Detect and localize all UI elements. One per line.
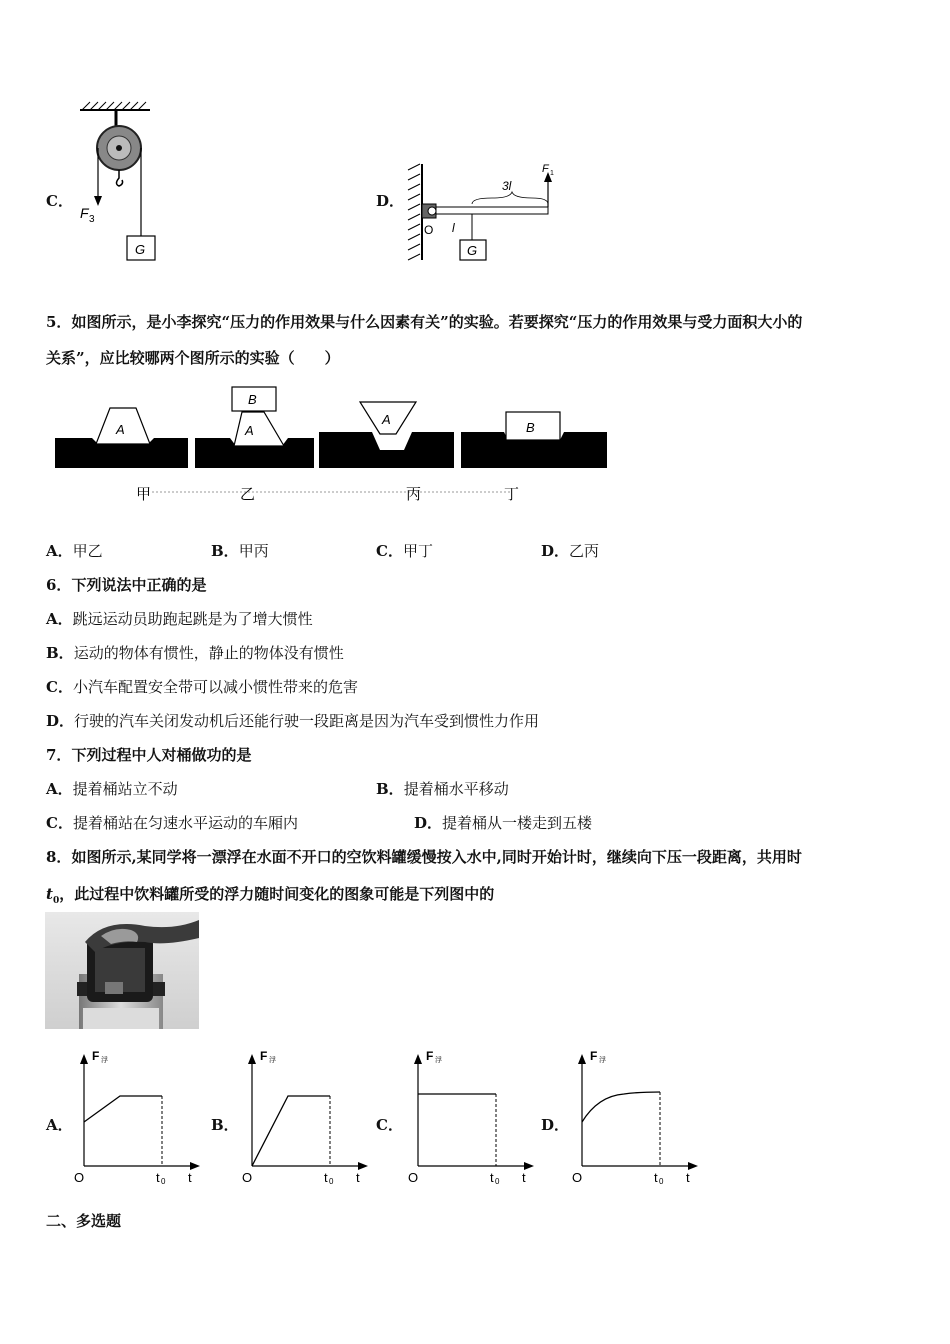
- graph-c-y-label: F: [426, 1049, 434, 1063]
- graph-d: [568, 1046, 702, 1192]
- graph-c-key[interactable]: C．: [376, 1116, 403, 1134]
- q4-option-d-label: D．: [376, 192, 405, 210]
- graph-b-origin: O: [242, 1170, 253, 1185]
- graph-a-x-label: t: [188, 1170, 192, 1185]
- pressure-experiment-figure: [52, 382, 622, 512]
- graph-c-x-label: t: [522, 1170, 526, 1185]
- graph-d-t0-sub: 0: [659, 1177, 664, 1186]
- q8-line2: $t_0$，此过程中饮料罐所受的浮力随时间变化的图象可能是下列图中的: [46, 885, 495, 906]
- pulley-diagram: [70, 98, 170, 268]
- q7-option-b[interactable]: B．提着桶水平移动: [376, 780, 509, 798]
- graph-b-t0-sub: 0: [329, 1177, 334, 1186]
- graph-a-y-sub: 浮: [101, 1057, 108, 1064]
- d-weight-label: G: [467, 243, 478, 258]
- q7-option-a[interactable]: A．提着桶站立不动: [46, 780, 178, 798]
- graph-a: [70, 1046, 204, 1192]
- yi-block-a: A: [245, 423, 254, 438]
- graph-c-y-sub: 浮: [435, 1057, 442, 1064]
- graph-b: [238, 1046, 372, 1192]
- graph-d-x-label: t: [686, 1170, 690, 1185]
- graph-a-y-label: F: [92, 1049, 100, 1063]
- graph-d-origin: O: [572, 1170, 583, 1185]
- graph-b-x-label: t: [356, 1170, 360, 1185]
- bing-block-a: A: [382, 412, 391, 427]
- q5-stem-line2: 关系”，应比较哪两个图所示的实验（ ）: [46, 349, 340, 367]
- d-short-arm-label: l: [452, 221, 455, 235]
- q7-option-d[interactable]: D．提着桶从一楼走到五楼: [414, 814, 593, 832]
- graph-b-y-sub: 浮: [269, 1057, 276, 1064]
- graph-b-t0: t: [324, 1170, 328, 1185]
- d-pivot-label: O: [424, 223, 434, 237]
- can-in-water-photo: [45, 912, 199, 1029]
- graph-a-t0: t: [156, 1170, 160, 1185]
- d-force-sub: 1: [550, 170, 554, 177]
- c-force-label: F: [80, 205, 89, 221]
- label-jia: 甲: [136, 486, 152, 503]
- q7-option-c[interactable]: C．提着桶站在匀速水平运动的车厢内: [46, 814, 298, 832]
- graph-c-t0: t: [490, 1170, 494, 1185]
- graph-a-t0-sub: 0: [161, 1177, 166, 1186]
- q8-line1: 8．如图所示,某同学将一漂浮在水面不开口的空饮料罐缓慢按入水中,同时开始计时，继续向下压一段距离，共用时: [46, 848, 802, 866]
- graph-c-origin: O: [408, 1170, 419, 1185]
- lever-diagram: [400, 158, 570, 266]
- yi-block-b: B: [248, 392, 257, 407]
- q5-stem-line1: 如图所示，是小李探究“压力的作用效果与什么因素有关”的实验。若要探究“压力的作用效果与受力面积大小的: [71, 313, 803, 331]
- graph-d-key[interactable]: D．: [541, 1116, 570, 1134]
- graph-c: [404, 1046, 538, 1192]
- q6-stem: 6．下列说法中正确的是: [46, 576, 207, 594]
- q5-option-a[interactable]: A．甲乙: [46, 542, 103, 560]
- d-force-label: F: [542, 163, 549, 175]
- jia-block-a: A: [116, 422, 125, 437]
- q6-option-b[interactable]: B．运动的物体有惯性，静止的物体没有惯性: [46, 644, 344, 662]
- graph-b-y-label: F: [260, 1049, 268, 1063]
- graph-d-t0: t: [654, 1170, 658, 1185]
- graph-d-y-label: F: [590, 1049, 598, 1063]
- label-ding: 丁: [504, 486, 520, 503]
- q4-option-c-label: C．: [46, 192, 73, 210]
- graph-b-key[interactable]: B．: [211, 1116, 239, 1134]
- graph-d-y-sub: 浮: [599, 1057, 606, 1064]
- q5-number: 5．: [46, 313, 72, 331]
- graph-a-origin: O: [74, 1170, 85, 1185]
- section-2-title: 二、多选题: [46, 1212, 122, 1230]
- d-long-arm-label: 3l: [502, 179, 512, 193]
- q6-option-d[interactable]: D．行驶的汽车关闭发动机后还能行驶一段距离是因为汽车受到惯性力作用: [46, 712, 540, 730]
- c-weight-label: G: [135, 242, 146, 257]
- q5-option-b[interactable]: B．甲丙: [211, 542, 269, 560]
- ding-block-b: B: [526, 420, 535, 435]
- q5-line1: [46, 311, 802, 332]
- q5-option-c[interactable]: C．甲丁: [376, 542, 433, 560]
- graph-a-key[interactable]: A．: [46, 1116, 73, 1134]
- label-bing: 丙: [406, 486, 422, 503]
- q5-option-d[interactable]: D．乙丙: [541, 542, 600, 560]
- q6-option-c[interactable]: C．小汽车配置安全带可以减小惯性带来的危害: [46, 678, 358, 696]
- q6-option-a[interactable]: A．跳远运动员助跑起跳是为了增大惯性: [46, 610, 313, 628]
- graph-c-t0-sub: 0: [495, 1177, 500, 1186]
- q7-stem: 7．下列过程中人对桶做功的是: [46, 746, 252, 764]
- c-force-sub: 3: [89, 214, 95, 225]
- label-yi: 乙: [240, 486, 256, 503]
